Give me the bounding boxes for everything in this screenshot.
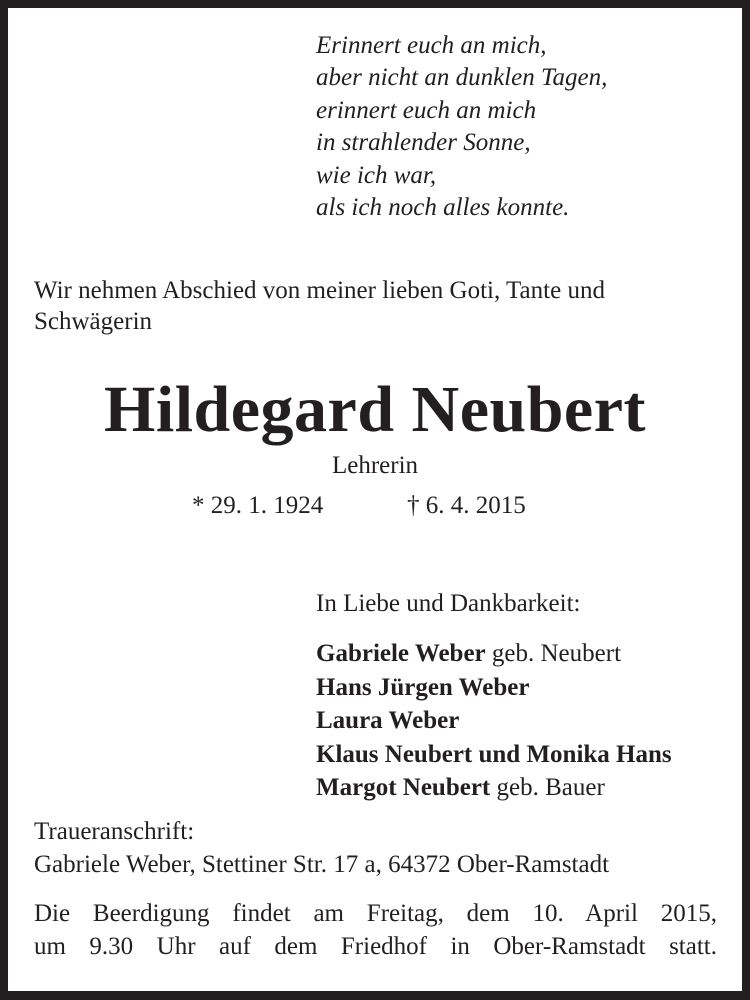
mourner: Margot Neubert geb. Bauer xyxy=(316,774,605,801)
poem-line: erinnert euch an mich xyxy=(316,96,537,124)
funeral-info-line: um 9.30 Uhr auf dem Friedhof in Ober-Ramstadt statt. xyxy=(34,933,717,960)
intro-line: Schwägerin xyxy=(34,308,153,335)
mourner: Laura Weber xyxy=(316,707,460,734)
death-date: † 6. 4. 2015 xyxy=(407,492,526,519)
poem-line: als ich noch alles konnte. xyxy=(316,194,570,222)
poem xyxy=(316,30,607,224)
deceased-name: Hildegard Neubert xyxy=(104,373,646,446)
intro-line: Wir nehmen Abschied von meiner lieben Goti, Tante und xyxy=(34,277,605,304)
funeral-info-line: Die Beerdigung findet am Freitag, dem 10. April 2015, xyxy=(34,900,717,927)
address-label: Traueranschrift: xyxy=(34,818,195,845)
poem-line: Erinnert euch an mich, xyxy=(316,32,547,59)
poem-line: in strahlender Sonne, xyxy=(316,129,531,157)
address: Gabriele Weber, Stettiner Str. 17 a, 64372 Ober-Ramstadt xyxy=(34,851,610,878)
mourners-list xyxy=(316,637,672,805)
mourner: Hans Jürgen Weber xyxy=(316,673,530,701)
birth-date: * 29. 1. 1924 xyxy=(192,492,324,519)
mourner: Klaus Neubert und Monika Hans xyxy=(316,740,672,768)
poem-line: aber nicht an dunklen Tagen, xyxy=(316,64,608,92)
poem-line: wie ich war, xyxy=(316,161,437,189)
mourner: Gabriele Weber geb. Neubert xyxy=(316,640,622,667)
obituary-notice xyxy=(8,8,742,991)
mourners-heading: In Liebe und Dankbarkeit: xyxy=(316,590,581,617)
profession: Lehrerin xyxy=(331,452,419,479)
